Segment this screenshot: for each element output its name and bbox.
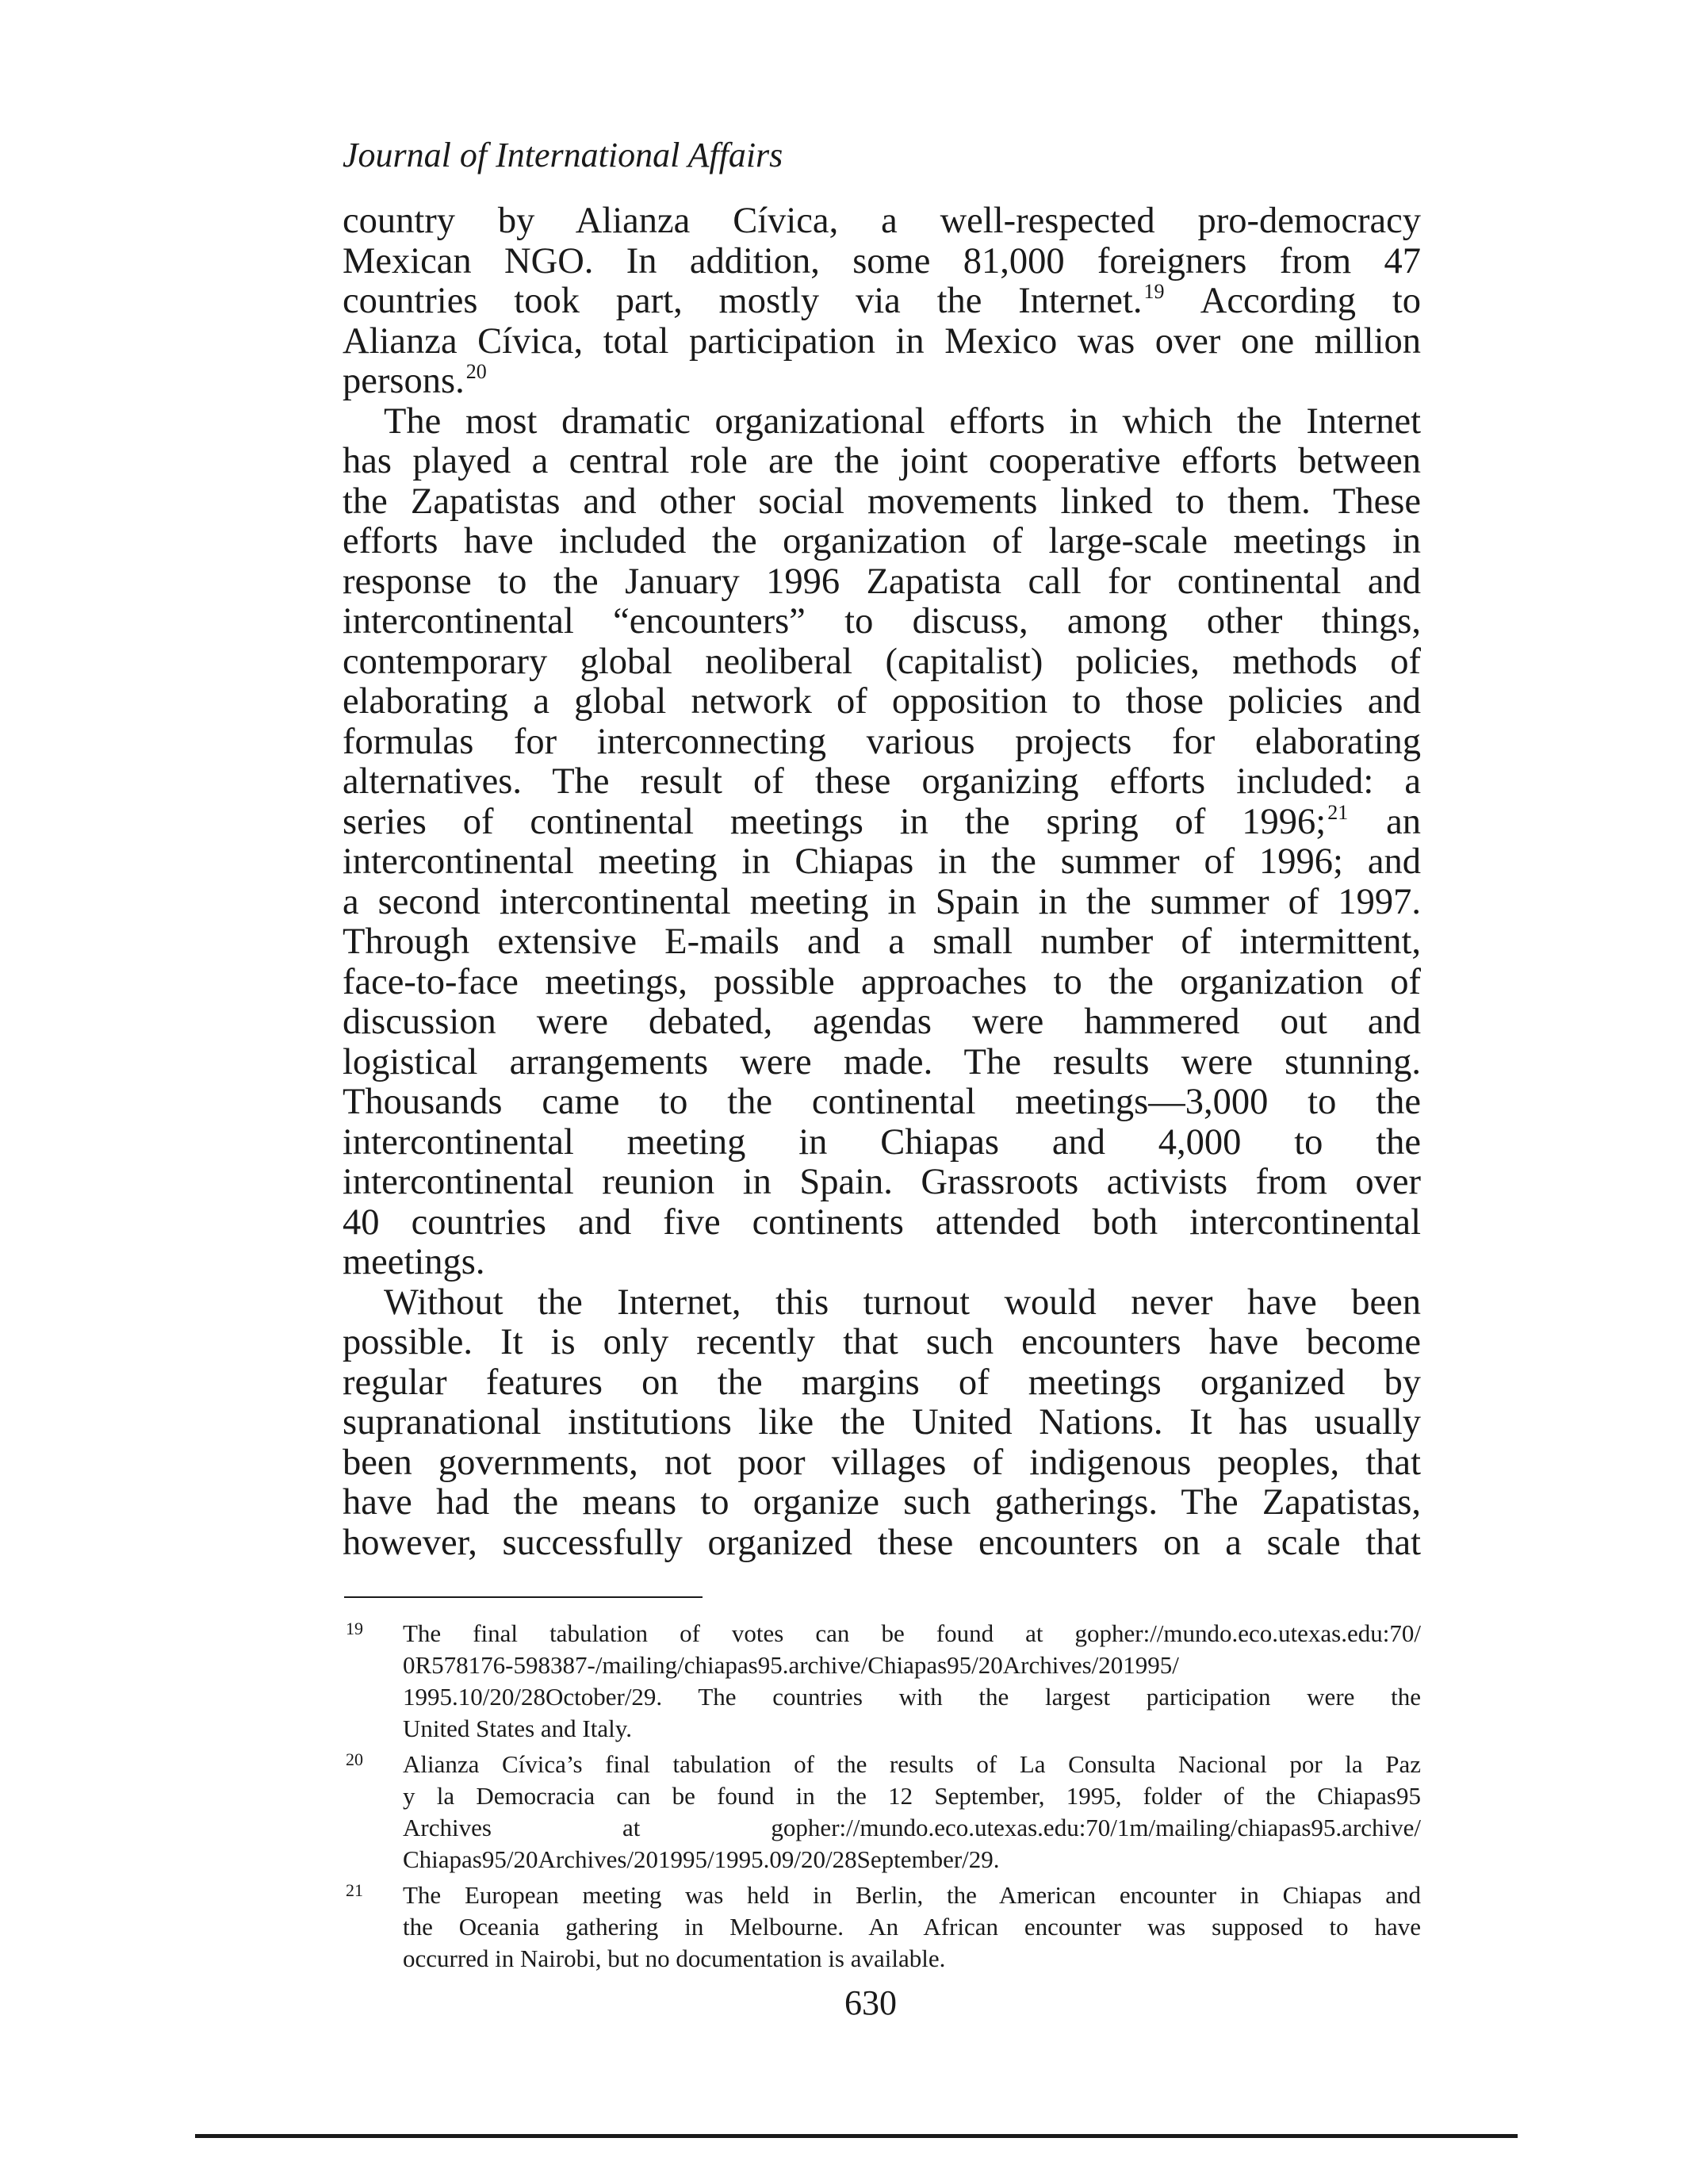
paragraph: [343, 1283, 1421, 1564]
footnote-19: [343, 1618, 1421, 1745]
footnote-line: The final tabulation of votes can be found at gopher://mundo.eco.utexas.edu:70/: [403, 1619, 1421, 1647]
text-line: Mexican NGO. In addition, some 81,000 foreigners from 47: [343, 240, 1421, 282]
footnote-number: 19: [346, 1619, 363, 1638]
text-line: logistical arrangements were made. The results were stunning.: [343, 1041, 1421, 1082]
text-line: discussion were debated, agendas were hammered out and: [343, 1002, 1421, 1042]
text-segment: According to: [1166, 281, 1421, 321]
footnote-line: 0R578176-598387-/mailing/chiapas95.archive/Chiapas95/20Archives/201995/: [403, 1651, 1179, 1679]
text-line: regular features on the margins of meetings organized by: [343, 1362, 1421, 1403]
text-line: supranational institutions like the United Nations. It has usually: [343, 1402, 1421, 1443]
text-line: intercontinental reunion in Spain. Grassroots activists from over: [343, 1162, 1421, 1202]
text-line: [343, 282, 1421, 322]
text-segment: persons.: [343, 361, 465, 401]
text-line: Alianza Cívica, total participation in Mexico was over one million: [343, 320, 1421, 362]
paragraph: [343, 201, 1421, 402]
text-line: has played a central role are the joint cooperative efforts between: [343, 441, 1421, 481]
text-line: response to the January 1996 Zapatista call for continental and: [343, 561, 1421, 602]
footnote-divider: [344, 1596, 703, 1598]
text-line: alternatives. The result of these organizing efforts included: a: [343, 761, 1421, 802]
text-line: [343, 800, 1421, 843]
text-line: intercontinental meeting in Chiapas and 4,000 to the: [343, 1121, 1421, 1163]
text-line: Thousands came to the continental meetings—3,000 to the: [343, 1082, 1421, 1122]
text-line: [343, 362, 1421, 402]
text-line: 40 countries and five continents attended both intercontinental: [343, 1201, 1421, 1243]
page-number: 630: [844, 1983, 897, 2022]
footnote-line: The European meeting was held in Berlin, the American encounter in Chiapas and: [403, 1881, 1421, 1909]
text-line: intercontinental “encounters” to discuss, among other things,: [343, 601, 1421, 642]
footnote-line: the Oceania gathering in Melbourne. An African encounter was supposed to have: [403, 1913, 1421, 1941]
paragraph: [343, 402, 1421, 1283]
footnote-line: Chiapas95/20Archives/201995/1995.09/20/28September/29.: [403, 1845, 1000, 1873]
text-segment: an: [1350, 801, 1421, 842]
footnote-number: 21: [346, 1880, 363, 1900]
text-line: Through extensive E-mails and a small number of intermittent,: [343, 921, 1421, 962]
footnote-line: occurred in Nairobi, but no documentation is available.: [403, 1945, 946, 1972]
text-line: meetings.: [343, 1242, 485, 1282]
text-line: however, successfully organized these encounters on a scale that: [343, 1522, 1421, 1563]
text-line: contemporary global neoliberal (capitalist) policies, methods of: [343, 641, 1421, 682]
bottom-rule: [195, 2134, 1518, 2138]
text-line: the Zapatistas and other social movements linked to them. These: [343, 481, 1421, 522]
text-line: have had the means to organize such gatherings. The Zapatistas,: [343, 1482, 1421, 1523]
text-line: possible. It is only recently that such encounters have become: [343, 1322, 1421, 1362]
text-line: been governments, not poor villages of indigenous peoples, that: [343, 1442, 1421, 1483]
footnote-ref[interactable]: 20: [465, 360, 487, 383]
text-line: The most dramatic organizational efforts in which the Internet: [384, 400, 1421, 442]
footnote-ref[interactable]: 21: [1327, 800, 1349, 824]
body-text: [343, 201, 1421, 1563]
footnote-21: [343, 1879, 1421, 1975]
footnote-line: Alianza Cívica’s final tabulation of the results of La Consulta Nacional por la Paz: [403, 1750, 1421, 1778]
footnote-20: [343, 1749, 1421, 1876]
text-segment: countries took part, mostly via the Internet.: [343, 281, 1143, 321]
text-line: elaborating a global network of opposition to those policies and: [343, 681, 1421, 722]
text-line: Without the Internet, this turnout would never have been: [384, 1282, 1421, 1323]
text-line: a second intercontinental meeting in Spain in the summer of 1997.: [343, 881, 1421, 922]
footnote-line: Archives at gopher://mundo.eco.utexas.edu:70/1m/mailing/chiapas95.archive/: [403, 1814, 1421, 1841]
running-head: Journal of International Affairs: [343, 136, 783, 174]
footnote-line: y la Democracia can be found in the 12 September, 1995, folder of the Chiapas95: [403, 1782, 1421, 1810]
footnotes: [343, 1618, 1421, 1979]
text-line: formulas for interconnecting various projects for elaborating: [343, 721, 1421, 762]
text-line: country by Alianza Cívica, a well-respected pro-democracy: [343, 201, 1421, 241]
footnote-line: 1995.10/20/28October/29. The countries with the largest participation were the: [403, 1683, 1421, 1711]
footnote-line: United States and Italy.: [403, 1715, 632, 1742]
text-segment: series of continental meetings in the spring of 1996;: [343, 801, 1327, 842]
text-line: intercontinental meeting in Chiapas in the summer of 1996; and: [343, 841, 1421, 882]
footnote-number: 20: [346, 1749, 363, 1769]
footnote-ref[interactable]: 19: [1143, 280, 1165, 303]
text-line: efforts have included the organization of large-scale meetings in: [343, 521, 1421, 561]
text-line: face-to-face meetings, possible approaches to the organization of: [343, 961, 1421, 1002]
